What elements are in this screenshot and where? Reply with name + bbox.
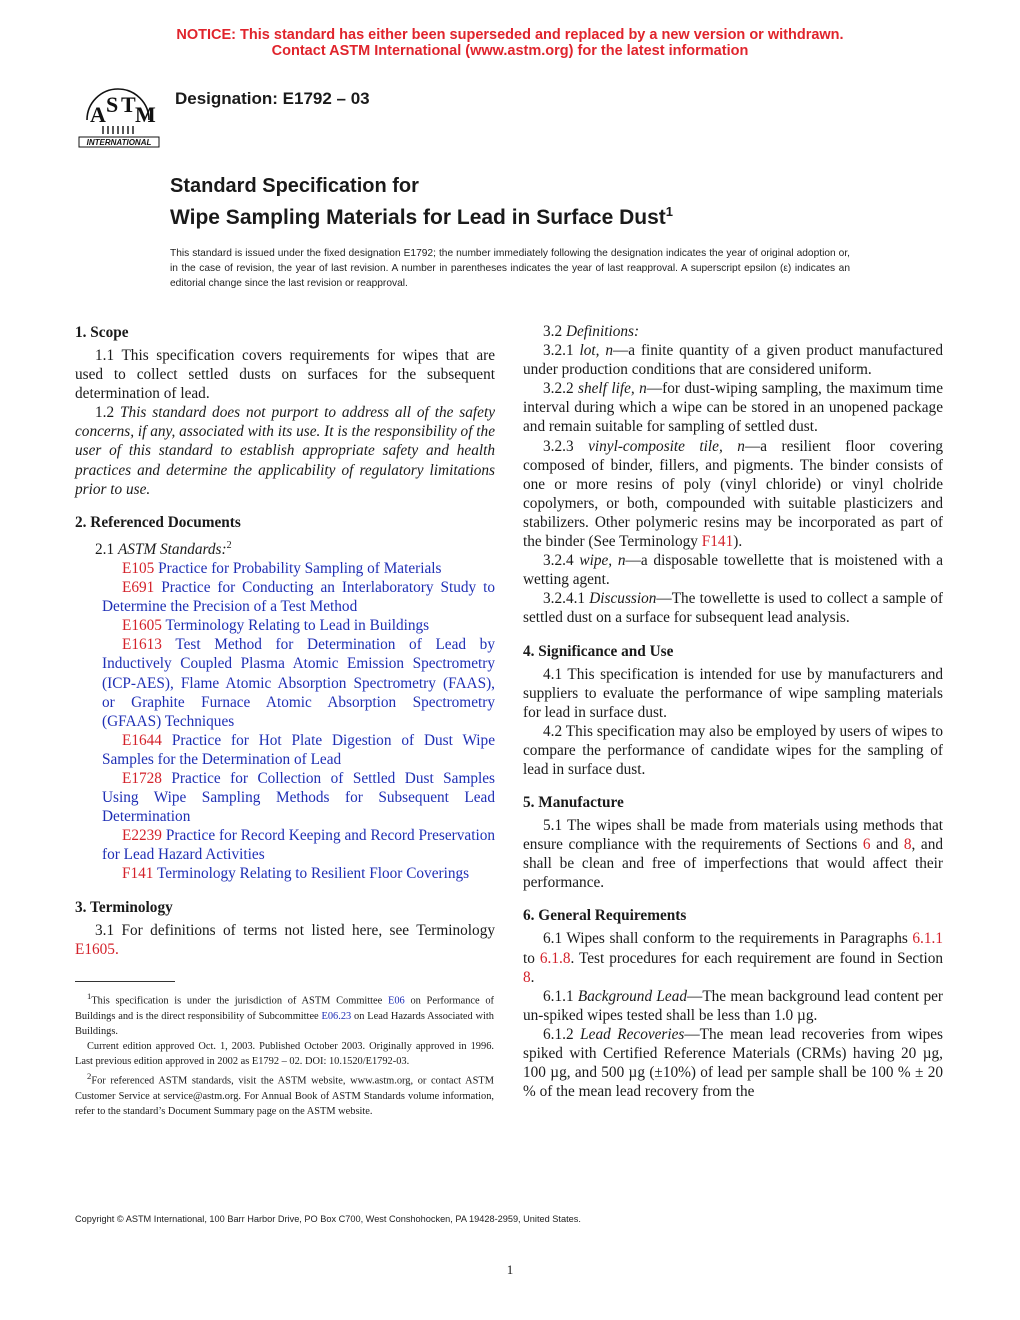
svg-text:T: T	[121, 92, 136, 117]
section-heading-manufacture: 5. Manufacture	[523, 794, 624, 812]
paragraph-4-1: 4.1 This specification is intended for use by manufacturers and suppliers to evaluate the performance of wipe sampling materials for lead in surface dust.	[523, 665, 943, 721]
section-heading-referenced-documents: 2. Referenced Documents	[75, 513, 241, 531]
reference-item[interactable]: E1728 Practice for Collection of Settled Dust Samples Using Wipe Sampling Methods for Subsequent Lead Determination	[102, 769, 495, 826]
svg-text:M: M	[135, 102, 156, 127]
notice-line-2: Contact ASTM International (www.astm.org) for the latest information	[271, 43, 749, 59]
paragraph-5-1: 5.1 The wipes shall be made from materials using methods that ensure compliance with the requirements of Sections 6 and 8, and shall be clean and free of imperfections that would affect their performance.	[523, 817, 943, 892]
logo-wordmark: INTERNATIONAL	[86, 138, 152, 147]
page-number: 1	[506, 1262, 514, 1277]
section-heading-terminology: 3. Terminology	[75, 898, 173, 916]
paragraph-6-1: 6.1 Wipes shall conform to the requirements in Paragraphs 6.1.1 to 6.1.8. Test procedures for each requirement are found in Section 8.	[523, 930, 943, 986]
link-e06-23[interactable]: E06.23	[321, 1010, 352, 1022]
reference-item[interactable]: E1644 Practice for Hot Plate Digestion of Dust Wipe Samples for the Determination of Lead	[102, 731, 495, 768]
reference-list	[75, 559, 495, 884]
reference-item[interactable]: E105 Practice for Probability Sampling of Materials	[122, 559, 442, 577]
designation: Designation: E1792 – 03	[175, 89, 370, 108]
document-title	[170, 174, 673, 230]
reference-item[interactable]: E691 Practice for Conducting an Interlaboratory Study to Determine the Precision of a Test Method	[102, 579, 495, 616]
svg-text:A: A	[90, 102, 106, 127]
definition-vinyl-composite-tile: 3.2.3 vinyl-composite tile, n—a resilient floor covering composed of binder, fillers, and pigments. The binder consists of one or more resins of poly (vinyl chloride) or vinyl cholride copolymers, or both, compounded with suitable plasticizers and stabilizers. Other polymeric resins may be incorporated as part of the binder (See Terminology F141).	[523, 437, 944, 551]
paragraph-1-1: 1.1 This specification covers requirements for wipes that are used to collect settled dusts on surfaces for the subsequent determination of lead.	[75, 347, 495, 403]
footnotes	[75, 989, 494, 1119]
paragraph-4-2: 4.2 This specification may also be employed by users of wipes to compare the performance of candidate wipes for the sampling of lead in surface dust.	[523, 722, 943, 778]
section-heading-scope: 1. Scope	[75, 324, 129, 341]
paragraph-3-1: 3.1 For definitions of terms not listed here, see Terminology E1605.	[75, 921, 495, 958]
paragraph-1-2: 1.2 This standard does not purport to address all of the safety concerns, if any, associated with its use. It is the responsibility of the user of this standard to establish appropriate safety and health practices and determine the applicability of regulatory limitations prior to use.	[75, 404, 495, 498]
section-heading-general-requirements: 6. General Requirements	[523, 907, 687, 925]
definition-lot: 3.2.1 lot, n—a finite quantity of a given product manufactured under production conditions that are considered uniform.	[523, 342, 944, 379]
definition-shelf-life: 3.2.2 shelf life, n—for dust-wiping sampling, the maximum time interval during which a wipe can be stored in an unopened package and remain suitable for sampling of settled dust.	[523, 380, 943, 436]
link-e06[interactable]: E06	[388, 995, 405, 1007]
left-column	[75, 322, 495, 959]
section-heading-significance: 4. Significance and Use	[523, 642, 674, 660]
footnote-1-edition: Current edition approved Oct. 1, 2003. Published October 2003. Originally approved in 1996. Last previous edition approved in 2002 as E1792 – 02. DOI: 10.1520/E1792-03.	[75, 1040, 494, 1067]
footnote-2: $^2$For referenced ASTM standards, visit the ASTM website, www.astm.org, or contact ASTM Customer Service at service@astm.org. For Annual Book of ASTM Standards volume information, refer to the standard’s Document Summary page on the ASTM website.	[75, 1070, 494, 1117]
paragraph-6-1-2: 6.1.2 Lead Recoveries—The mean lead recoveries from wipes spiked with Certified Reference Materials (CRMs) having 20 µg, 100 µg, and 500 µg (±10%) of lead per sample shall be 100 % ± 20 % of the mean lead recovery from the	[523, 1025, 944, 1101]
link-section-8[interactable]: 8	[903, 836, 912, 854]
link-6-1-1[interactable]: 6.1.1	[912, 930, 943, 948]
withdrawal-notice	[0, 27, 1020, 59]
definition-discussion: 3.2.4.1 Discussion—The towellette is used to collect a sample of settled dust on a surface for subsequent lead analysis.	[523, 590, 943, 627]
astm-standards-label: 2.1 ASTM Standards:$^2$	[95, 539, 232, 558]
reference-item[interactable]: E1613 Test Method for Determination of Lead by Inductively Coupled Plasma Atomic Emission Spectrometry (ICP-AES), Flame Atomic Absorption Spectrometry (FAAS), or Graphite Furnace Atomic Absorption Spectrometry (GFAAS) Techniques	[102, 636, 495, 730]
reference-item[interactable]: E1605 Terminology Relating to Lead in Buildings	[122, 617, 430, 635]
right-column	[523, 322, 943, 1101]
copyright-notice: Copyright © ASTM International, 100 Barr Harbor Drive, PO Box C700, West Conshohocken, PA 19428-2959, United States.	[75, 1214, 581, 1224]
astm-logo	[75, 74, 161, 154]
title-line-2: Wipe Sampling Materials for Lead in Surface Dust	[170, 206, 666, 229]
paragraph-6-1-1: 6.1.1 Background Lead—The mean background lead content per un-spiked wipes tested shall be less than 1.0 µg.	[523, 987, 943, 1024]
title-line-1: Standard Specification for	[170, 175, 419, 197]
notice-line-1: NOTICE: This standard has either been superseded and replaced by a new version or withdrawn.	[176, 27, 844, 43]
link-section-6[interactable]: 6	[862, 836, 871, 854]
footnote-1: $^1$This specification is under the jurisdiction of ASTM Committee E06 on Performance of Buildings and is the direct responsibility of Subcommittee E06.23 on Lead Hazards Associated with Buildings.	[75, 991, 494, 1037]
definition-wipe: 3.2.4 wipe, n—a disposable towellette that is moistened with a wetting agent.	[523, 552, 944, 589]
link-e1605[interactable]: E1605.	[75, 940, 119, 958]
issuance-note: This standard is issued under the fixed designation E1792; the number immediately following the designation indicates the year of original adoption or, in the case of revision, the year of last revision. A number in parentheses indicates the year of last reapproval. A superscript epsilon (ε) indicates an editorial change since the last revision or reapproval.	[170, 248, 850, 289]
footnote-rule	[75, 981, 175, 982]
link-6-1-8[interactable]: 6.1.8	[539, 949, 571, 967]
svg-text:S: S	[106, 92, 119, 117]
reference-item[interactable]: F141 Terminology Relating to Resilient Floor Coverings	[122, 865, 470, 883]
reference-item[interactable]: E2239 Practice for Record Keeping and Record Preservation for Lead Hazard Activities	[102, 827, 495, 864]
link-section-8[interactable]: 8	[523, 968, 531, 986]
link-f141[interactable]: F141	[701, 533, 734, 551]
title-footnote-mark: 1	[665, 204, 673, 219]
paragraph-3-2: 3.2 Definitions:	[543, 323, 640, 340]
